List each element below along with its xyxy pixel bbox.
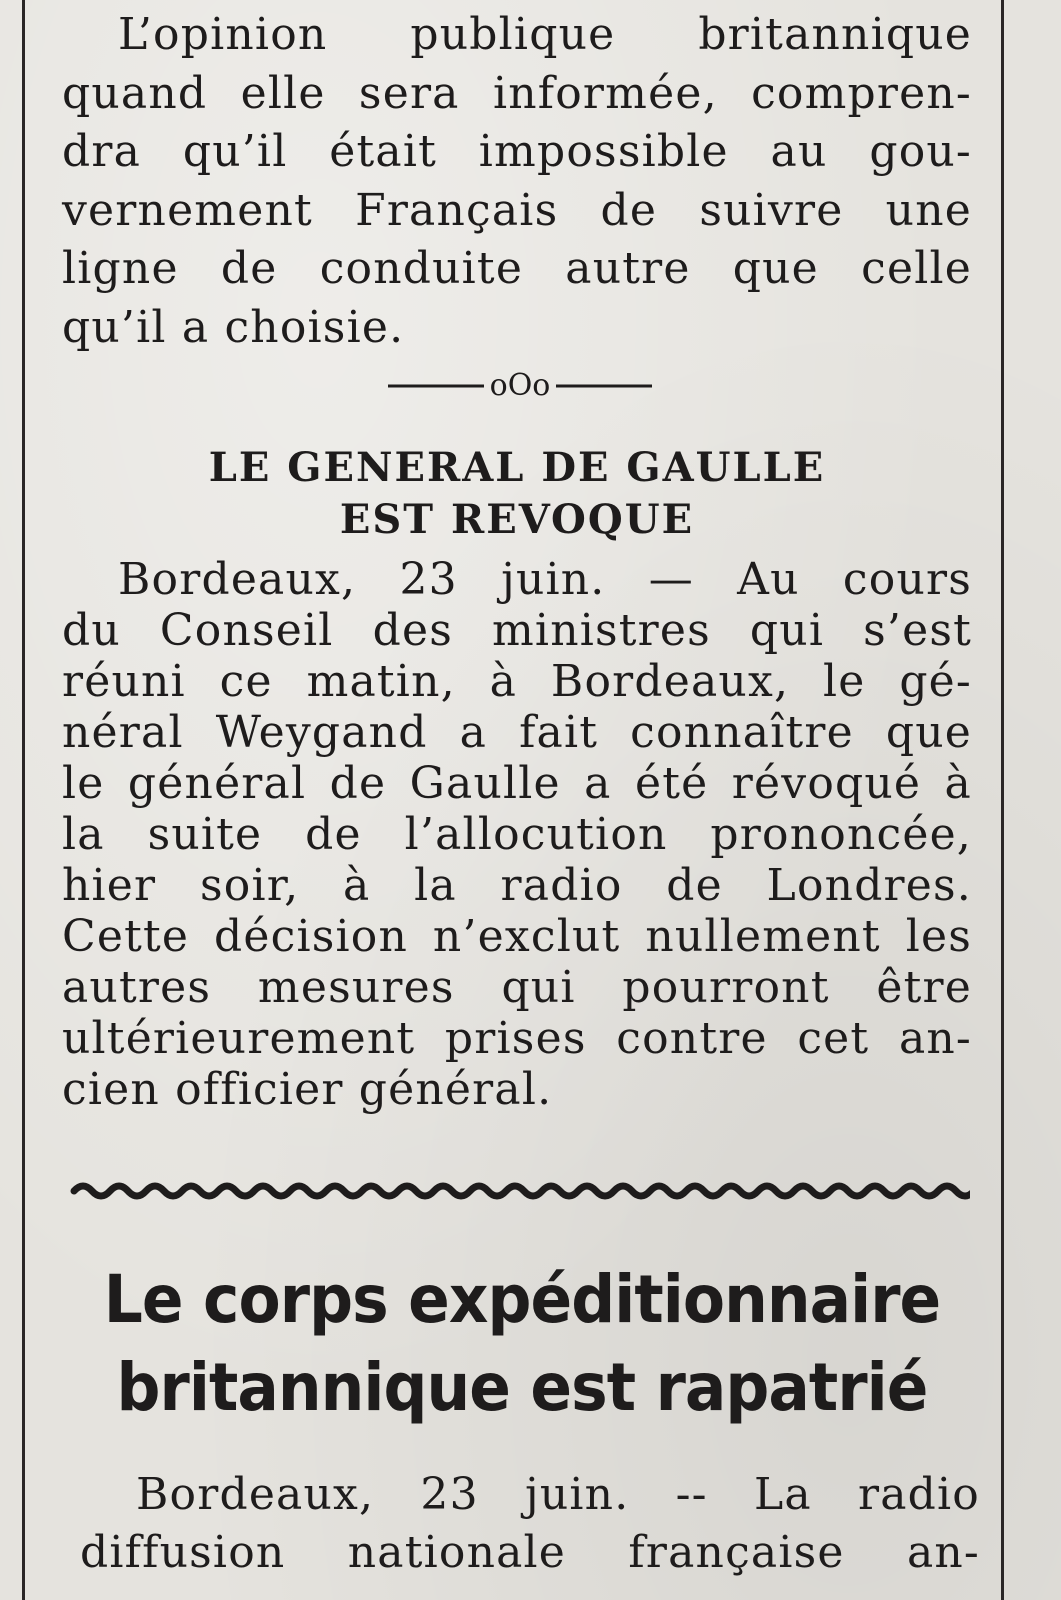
text-line: vernement Français de suivre une [62,184,972,236]
article-paragraph-de-gaulle [62,554,972,1115]
text-line: réuni ce matin, à Bordeaux, le gé- [62,656,972,707]
text-line: autres mesures qui pourront être [62,962,972,1013]
separator-glyph: oOo [489,368,551,403]
article-paragraph-top [62,6,972,358]
text-line: Cette décision n’exclut nullement les [62,911,972,962]
text-line: du Conseil des ministres qui s’est [62,605,972,656]
headline-line: EST REVOQUE [339,496,695,543]
text-line: Bordeaux, 23 juin. -- La radio [136,1469,980,1520]
text-line: L’opinion publique britannique [118,9,972,60]
column-rule-right [1001,0,1004,1600]
column-rule-left [22,0,25,1600]
headline-line: LE GENERAL DE GAULLE [208,444,826,491]
text-line: diffusion nationale française an- [80,1527,980,1578]
headline-corps-expeditionnaire [94,1256,950,1432]
text-line: quand elle sera informée, compren- [62,67,972,119]
text-line: néral Weygand a fait connaître que [62,707,972,758]
wavy-divider [70,1176,970,1206]
headline-line: Le corps expéditionnaire [103,1261,941,1338]
text-line: dra qu’il était impossible au gou- [62,126,972,178]
text-line: hier soir, à la radio de Londres. [62,860,972,911]
article-paragraph-bottom [80,1466,980,1582]
headline-line: britannique est rapatrié [116,1349,928,1426]
section-separator [388,368,652,404]
text-line: qu’il a choisie. [62,301,405,353]
text-line: Bordeaux, 23 juin. — Au cours [118,554,972,605]
headline-de-gaulle [62,442,972,546]
text-line: la suite de l’allocution prononcée, [62,809,972,860]
text-line: ultérieurement prises contre cet an- [62,1013,972,1064]
text-line: ligne de conduite autre que celle [62,243,972,295]
text-line: cien officier général. [62,1064,553,1115]
text-line: le général de Gaulle a été révoqué à [62,758,972,809]
